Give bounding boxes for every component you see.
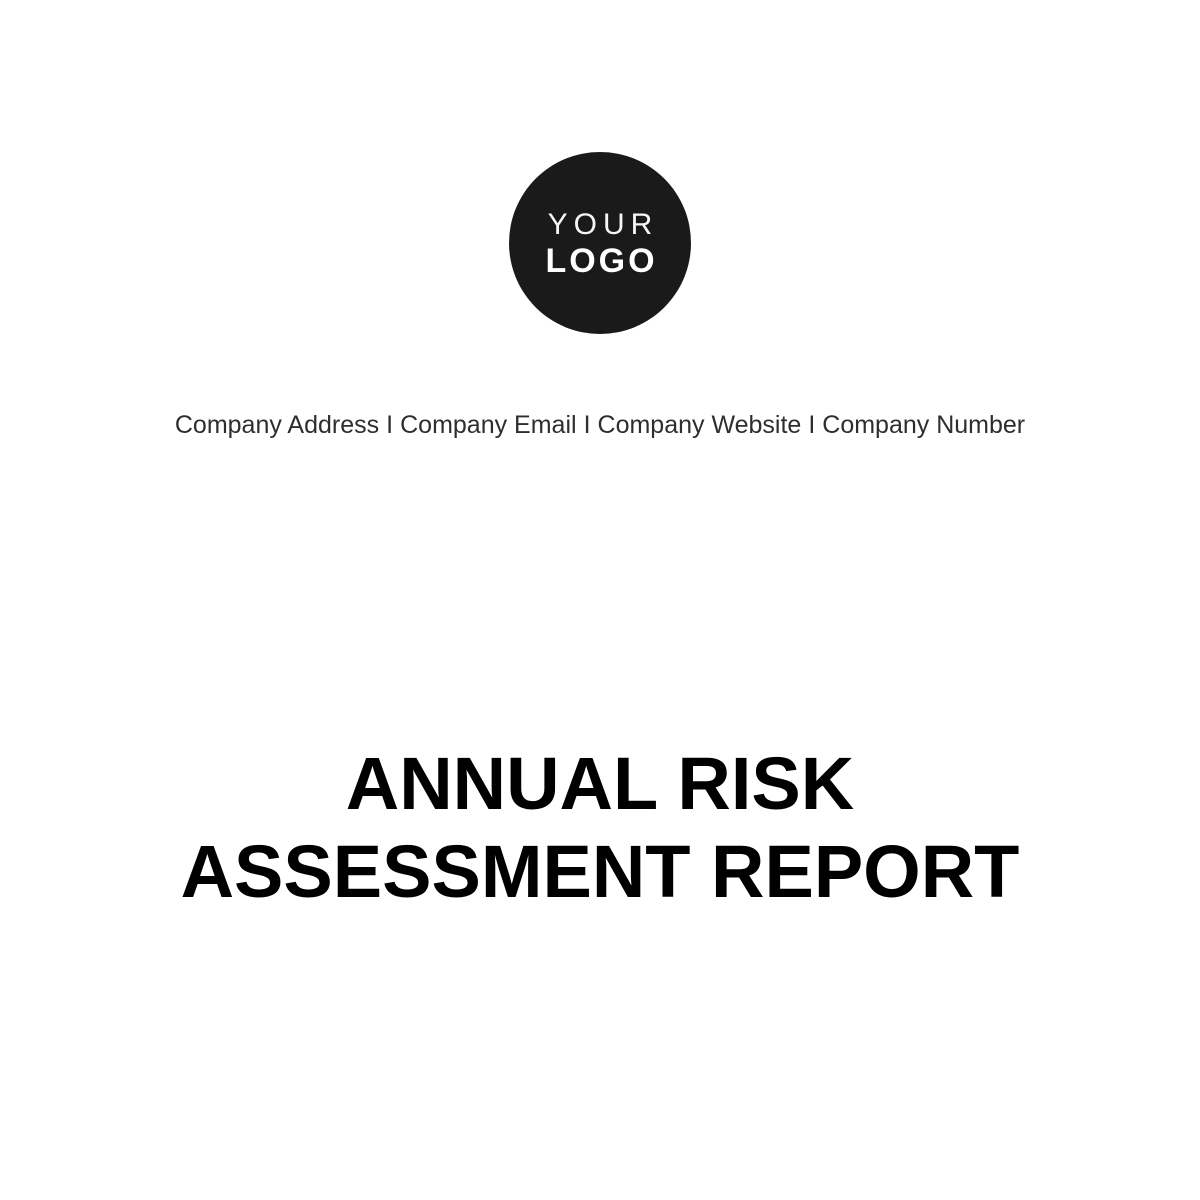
company-info-address: Company Address — [174, 411, 380, 439]
company-info-separator: I — [386, 411, 394, 439]
logo-text-your: YOUR — [547, 208, 659, 241]
company-logo — [509, 152, 691, 334]
company-info-website: Company Website — [597, 411, 802, 439]
company-info-email: Company Email — [400, 411, 577, 439]
company-info-number: Company Number — [822, 411, 1026, 439]
report-title-line-1: ANNUAL RISK — [345, 742, 855, 825]
company-info-separator: I — [583, 411, 591, 439]
report-title — [0, 740, 1200, 916]
company-info-line — [0, 410, 1200, 440]
logo-text-logo: LOGO — [545, 242, 658, 280]
company-info-separator: I — [808, 411, 816, 439]
report-title-line-2: ASSESSMENT REPORT — [180, 830, 1020, 913]
